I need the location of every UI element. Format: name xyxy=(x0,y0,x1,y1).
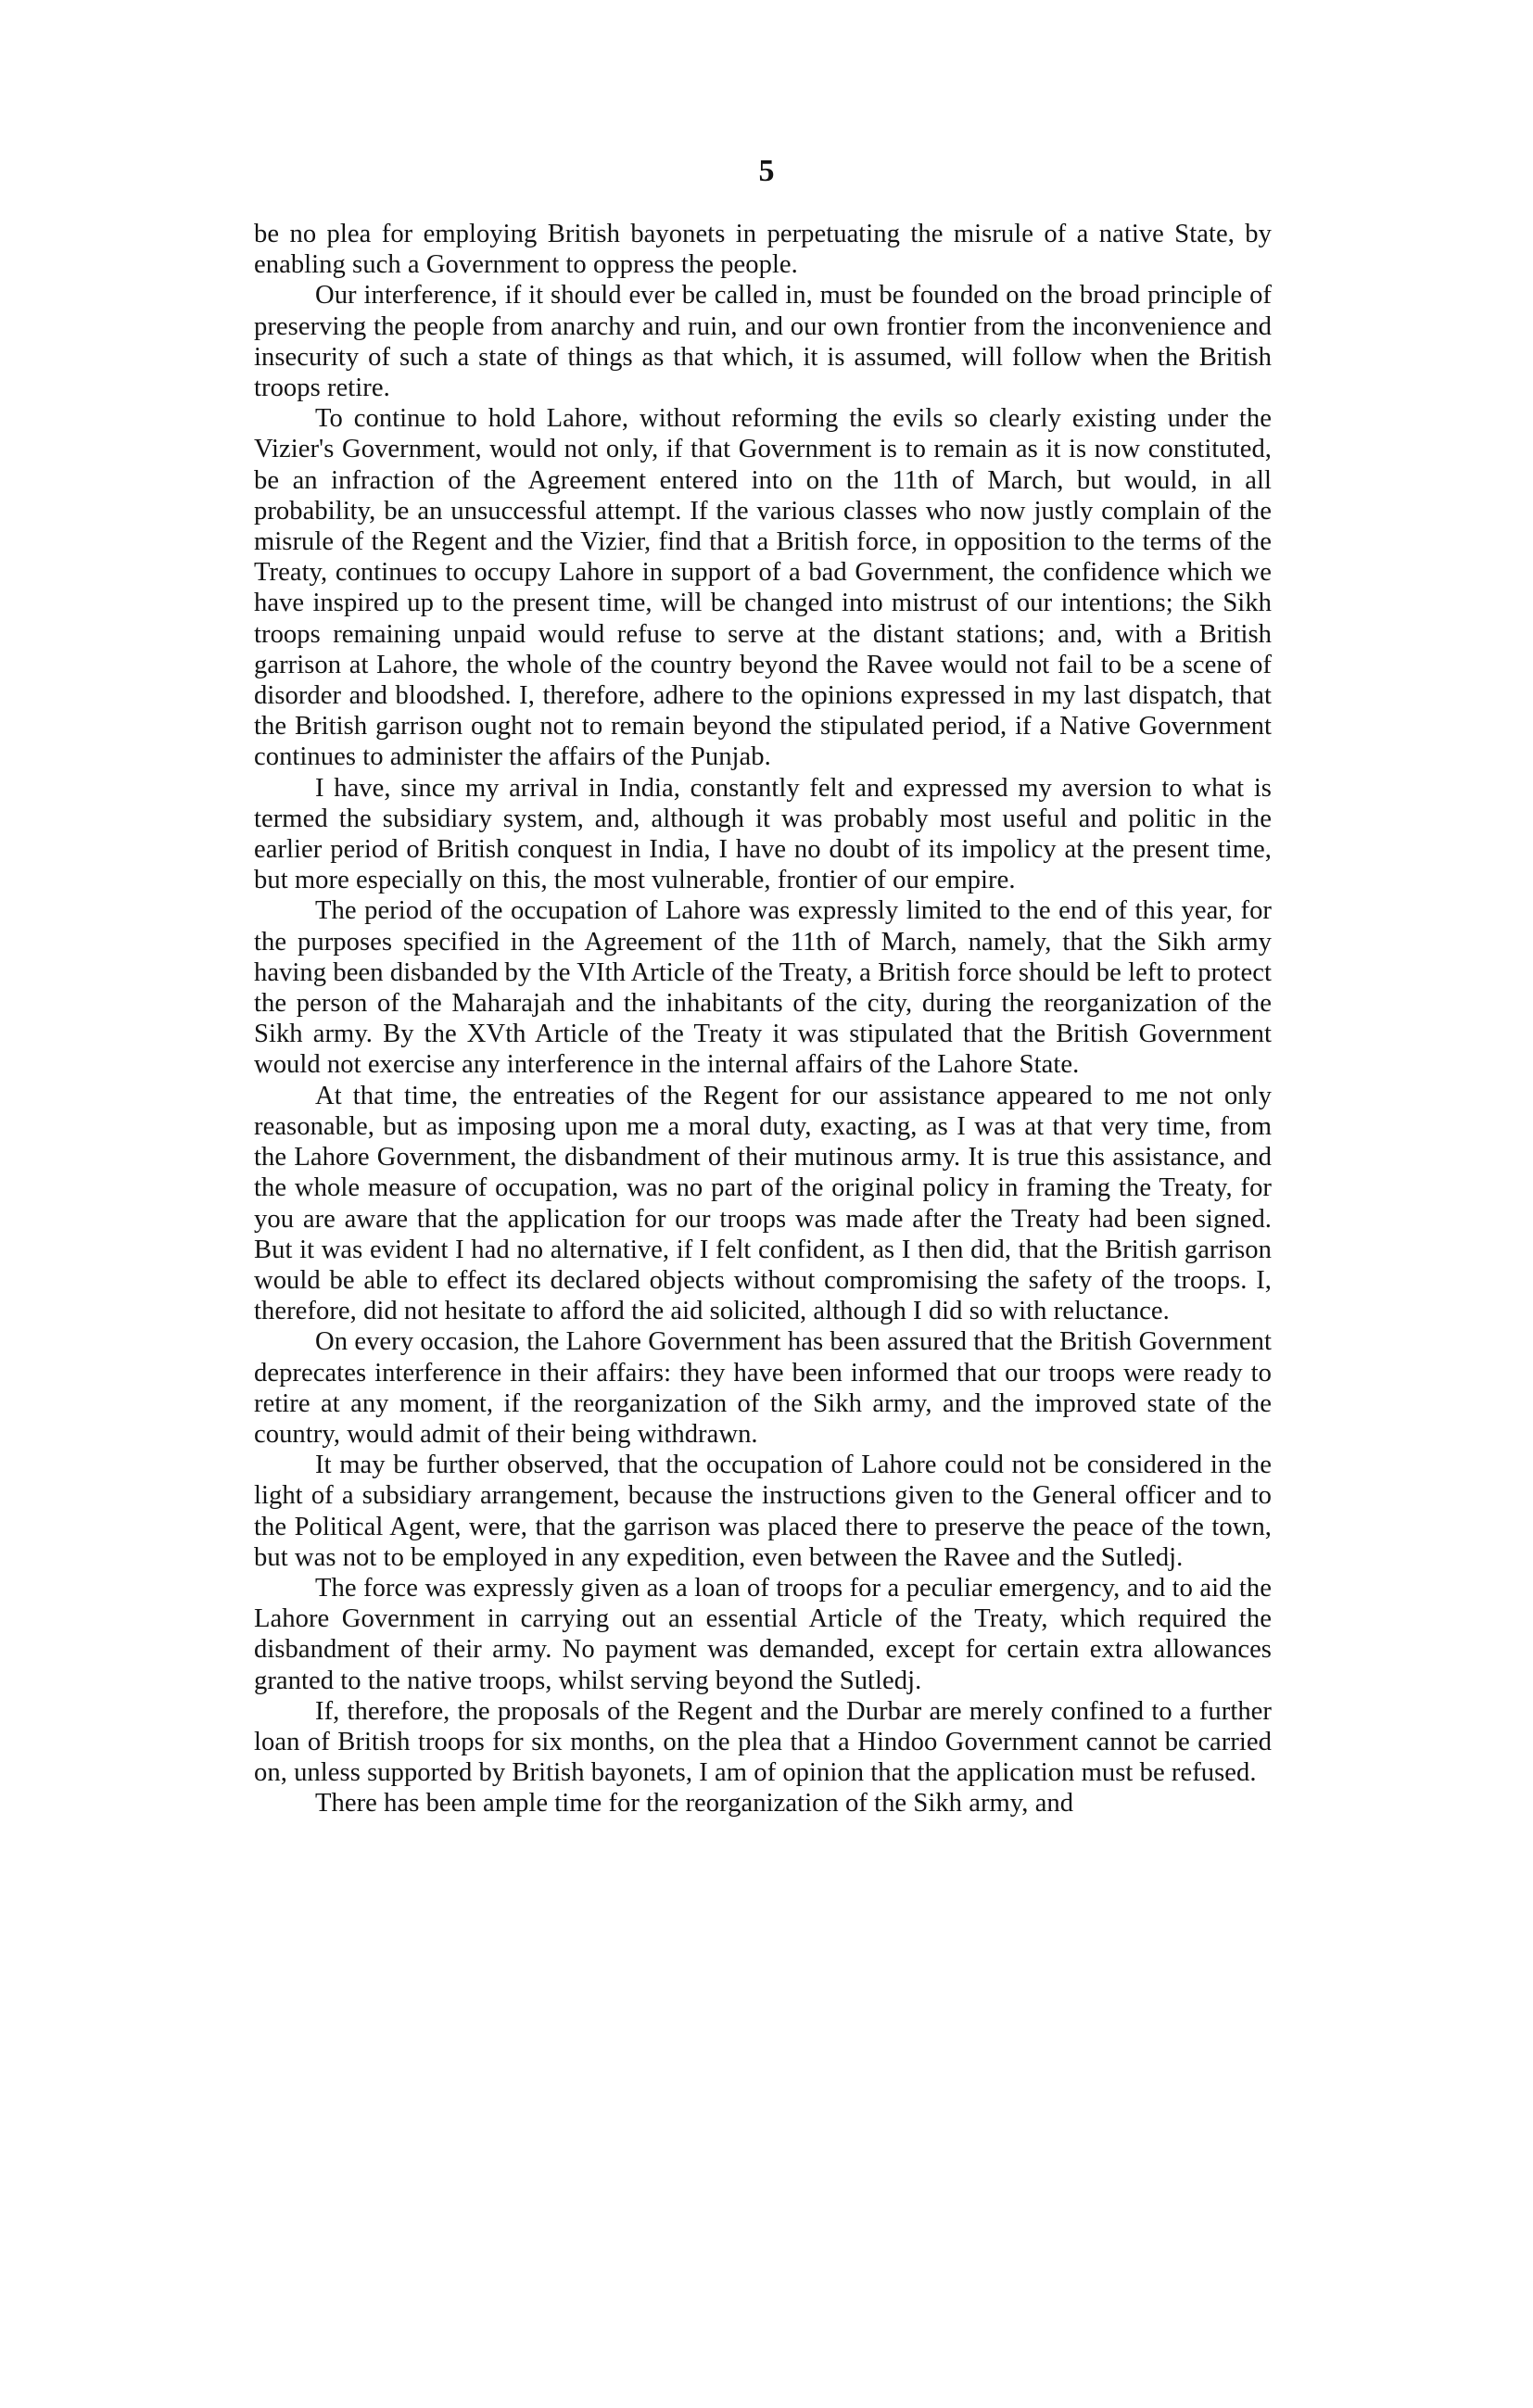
paragraph-9: The force was expressly given as a loan of troops for a peculiar emergency, and to aid the Lahore Government in carrying out an essential Article of the Treaty, which required the disbandment of their army. No payment was demanded, except for certain extra allowances granted to the native troops, whilst serving beyond the Sutledj. xyxy=(254,1573,1272,1695)
page-number: 5 xyxy=(758,154,775,188)
paragraph-11: There has been ample time for the reorganization of the Sikh army, and xyxy=(315,1789,1074,1819)
paragraph-3: To continue to hold Lahore, without reforming the evils so clearly existing under the Vizier's Government, would not only, if that Government is to remain as it is now constituted, be an infraction of the Agreement entered into on the 11th of March, but would, in all probability, be an unsuccessful attempt. If the various classes who now justly complain of the misrule of the Regent and the Vizier, find that a British force, in opposition to the terms of the Treaty, continues to occupy Lahore in support of a bad Government, the confidence which we have inspired up to the present time, will be changed into mistrust of our intentions; the Sikh troops remaining unpaid would refuse to serve at the distant stations; and, with a British garrison at Lahore, the whole of the country beyond the Ravee would not fail to be a scene of disorder and bloodshed. I, therefore, adhere to the opinions expressed in my last dispatch, that the British garrison ought not to remain beyond the stipulated period, if a Native Government continues to administer the affairs of the Punjab. xyxy=(254,404,1272,772)
paragraph-7: On every occasion, the Lahore Government has been assured that the British Government deprecates interference in their affairs: they have been informed that our troops were ready to retire at any moment, if the reorganization of the Sikh army, and the improved state of the country, would admit of their being withdrawn. xyxy=(254,1327,1272,1449)
paragraph-5: The period of the occupation of Lahore was expressly limited to the end of this year, for the purposes specified in the Agreement of the 11th of March, namely, that the Sikh army having been disbanded by the VIth Article of the Treaty, a British force should be left to protect the person of the Maharajah and the inhabitants of the city, during the reorganization of the Sikh army. By the XVth Article of the Treaty it was stipulated that the British Government would not exercise any interference in the internal affairs of the Lahore State. xyxy=(254,896,1272,1080)
paragraph-8: It may be further observed, that the occupation of Lahore could not be considered in the light of a subsidiary arrangement, because the instructions given to the General officer and to the Political Agent, were, that the garrison was placed there to preserve the peace of the town, but was not to be employed in any expedition, even between the Ravee and the Sutledj. xyxy=(254,1451,1272,1572)
paragraph-4: I have, since my arrival in India, constantly felt and expressed my aversion to what is termed the subsidiary system, and, although it was probably most useful and politic in the earlier period of British conquest in India, I have no doubt of its impolicy at the present time, but more especially on this, the most vulnerable, frontier of our empire. xyxy=(254,773,1272,895)
body-text xyxy=(254,219,1272,1819)
paragraph-1: be no plea for employing British bayonets in perpetuating the misrule of a native State, by enabling such a Government to oppress the people. xyxy=(254,220,1272,280)
paragraph-10: If, therefore, the proposals of the Regent and the Durbar are merely confined to a further loan of British troops for six months, on the plea that a Hindoo Government cannot be carried on, unless supported by British bayonets, I am of opinion that the application must be refused. xyxy=(254,1696,1272,1788)
paragraph-6: At that time, the entreaties of the Regent for our assistance appeared to me not only reasonable, but as imposing upon me a moral duty, exacting, as I was at that very time, from the Lahore Government, the disbandment of their mutinous army. It is true this assistance, and the whole measure of occupation, was no part of the original policy in framing the Treaty, for you are aware that the application for our troops was made after the Treaty had been signed. But it was evident I had no alternative, if I felt confident, as I then did, that the British garrison would be able to effect its declared objects without compromising the safety of the troops. I, therefore, did not hesitate to afford the aid solicited, although I did so with reluctance. xyxy=(254,1081,1272,1326)
paragraph-2: Our interference, if it should ever be called in, must be founded on the broad principle of preserving the people from anarchy and ruin, and our own frontier from the inconvenience and insecurity of such a state of things as that which, it is assumed, will follow when the British troops retire. xyxy=(254,281,1272,403)
